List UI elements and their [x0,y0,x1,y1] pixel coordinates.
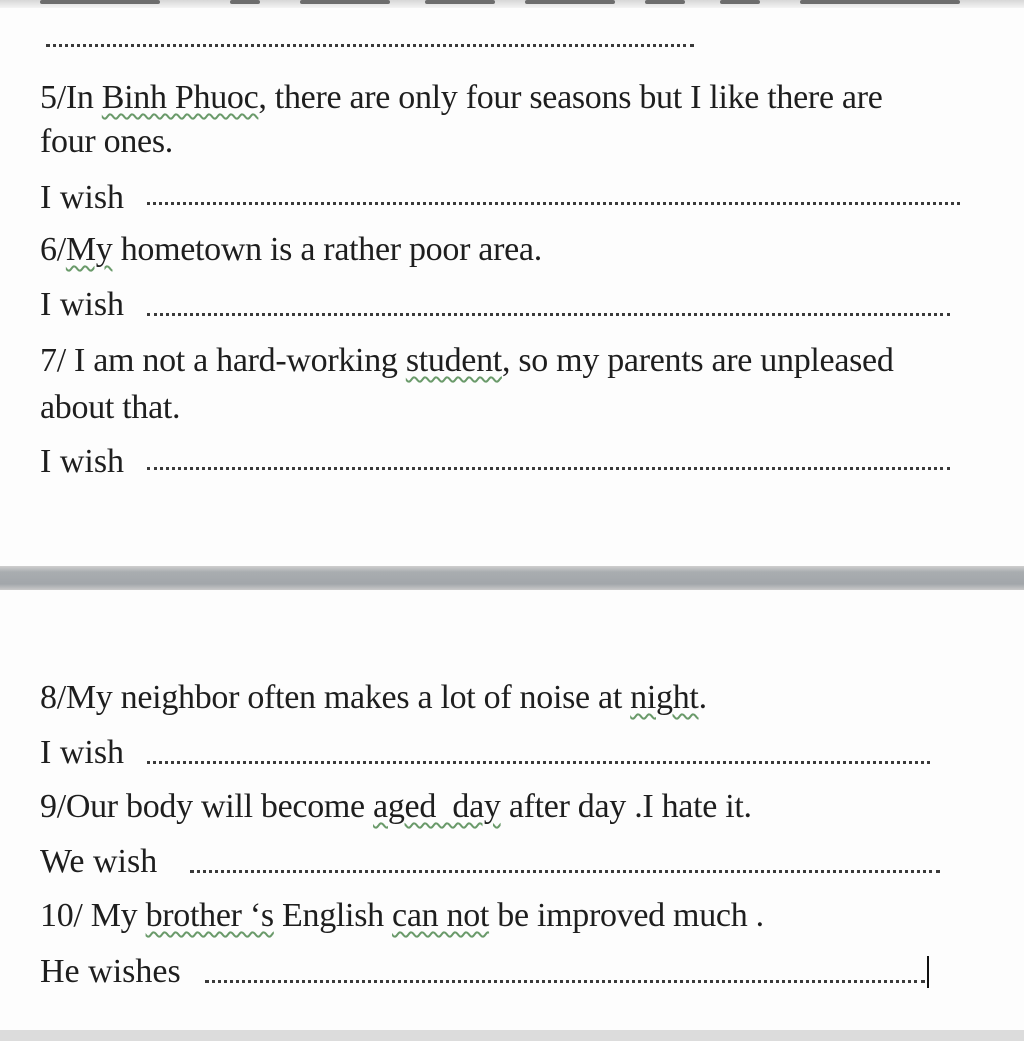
question-9-prompt[interactable]: We wish [40,843,158,880]
question-6-prompt[interactable]: I wish [40,286,125,323]
question-10-prompt[interactable]: He wishes [40,953,181,990]
question-9-answer-line[interactable] [190,870,940,873]
question-7-answer-line[interactable] [147,467,950,470]
question-9-text[interactable]: 9/Our body will become aged day after day .I hate it. [40,788,752,825]
question-10-answer-line[interactable] [205,980,925,983]
question-8-answer-line[interactable] [147,761,930,764]
document-page-lower[interactable] [0,590,1024,1030]
question-5-prompt[interactable]: I wish [40,179,125,216]
question-8-prompt[interactable]: I wish [40,734,125,771]
question-7-text-continued[interactable]: about that. [40,389,181,426]
question-5-place: Binh Phuoc [101,79,259,116]
question-10-text[interactable]: 10/ My brother ‘s English can not be improved much . [40,897,764,934]
question-5-answer-line[interactable] [147,202,960,205]
window-bottom-edge [0,1030,1024,1041]
question-5-text[interactable]: 5/In Binh Phuoc, there are only four seasons but I like there are [40,79,883,116]
text-cursor [927,956,929,988]
page-break-gap [0,566,1024,590]
previous-line-cutoff [0,0,1024,8]
answer-dotted-line [46,44,694,47]
question-5-text-continued[interactable]: four ones. [40,123,173,160]
question-7-prompt[interactable]: I wish [40,443,125,480]
question-6-text[interactable]: 6/My hometown is a rather poor area. [40,231,542,268]
question-7-text[interactable]: 7/ I am not a hard-working student, so my parents are unpleased [40,342,894,379]
question-6-answer-line[interactable] [147,313,950,316]
question-8-text[interactable]: 8/My neighbor often makes a lot of noise at night. [40,679,707,716]
